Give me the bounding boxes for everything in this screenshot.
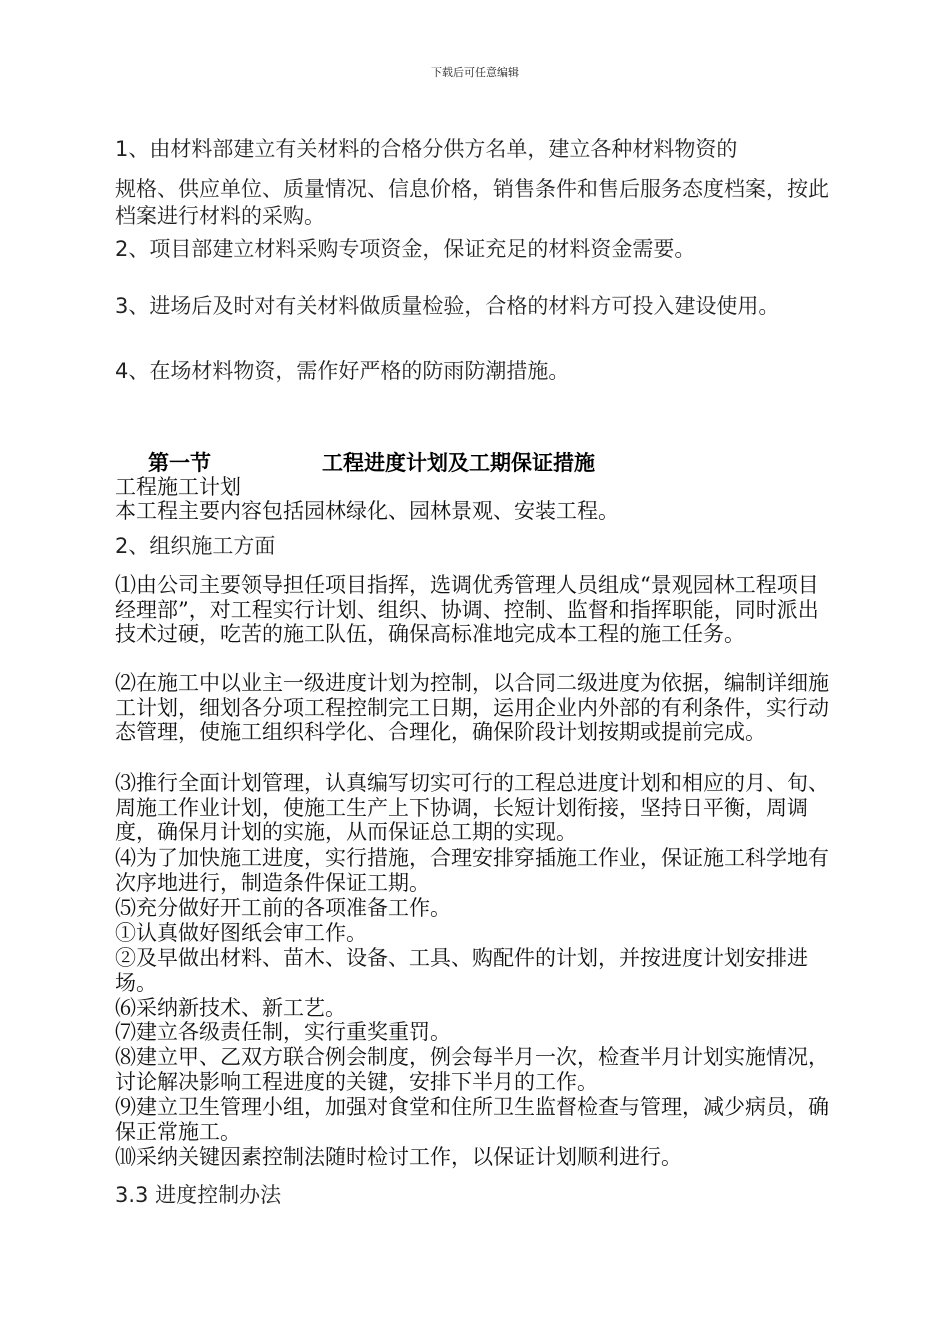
measure-2: ⑵在施工中以业主一级进度计划为控制，以合同二级进度为依据，编制详细施工计划，细划各分项工程控制完工日期，运用企业内外部的有利条件，实行动态管理，使施工组织科学化、合理化，确保阶段计划按期或提前完成。 <box>115 671 829 744</box>
section-number: 第一节 <box>148 450 211 475</box>
next-section-heading: 3.3 进度控制办法 <box>115 1183 282 1207</box>
measure-9: ⑼建立卫生管理小组，加强对食堂和住所卫生监督检查与管理，减少病员，确保正常施工。 <box>115 1095 829 1144</box>
measure-5-sub-2: ②及早做出材料、苗木、设备、工具、购配件的计划，并按进度计划安排进场。 <box>115 946 808 995</box>
materials-item-1: 1、由材料部建立有关材料的合格分供方名单，建立各种材料物资的 <box>115 137 738 161</box>
measure-6: ⑹采纳新技术、新工艺。 <box>115 996 346 1020</box>
organization-heading: 2、组织施工方面 <box>115 534 276 558</box>
materials-item-3: 3、进场后及时对有关材料做质量检验，合格的材料方可投入建设使用。 <box>115 294 780 318</box>
materials-item-1-continued: 规格、供应单位、质量情况、信息价格，销售条件和售后服务态度档案，按此档案进行材料的采购。 <box>115 177 829 228</box>
materials-item-4: 4、在场材料物资，需作好严格的防雨防潮措施。 <box>115 359 570 383</box>
plan-heading: 工程施工计划 <box>115 475 241 499</box>
measure-5: ⑸充分做好开工前的各项准备工作。 <box>115 896 451 920</box>
measure-10: ⑽采纳关键因素控制法随时检讨工作，以保证计划顺利进行。 <box>115 1145 682 1169</box>
measure-7: ⑺建立各级责任制，实行重奖重罚。 <box>115 1020 451 1044</box>
measure-3: ⑶推行全面计划管理，认真编写切实可行的工程总进度计划和相应的月、旬、周施工作业计划，使施工生产上下协调，长短计划衔接，坚持日平衡，周调度，确保月计划的实施，从而保证总工期的实现。 <box>115 771 829 844</box>
measure-4: ⑷为了加快施工进度，实行措施，合理安排穿插施工作业，保证施工科学地有次序地进行，制造条件保证工期。 <box>115 846 829 895</box>
page-header: 下载后可任意编辑 <box>431 66 519 79</box>
measure-8: ⑻建立甲、乙双方联合例会制度，例会每半月一次，检查半月计划实施情况，讨论解决影响工程进度的关键，安排下半月的工作。 <box>115 1045 829 1094</box>
materials-item-2: 2、项目部建立材料采购专项资金，保证充足的材料资金需要。 <box>115 237 696 261</box>
plan-intro: 本工程主要内容包括园林绿化、园林景观、安装工程。 <box>115 499 619 523</box>
section-heading <box>0 449 950 477</box>
section-title: 工程进度计划及工期保证措施 <box>322 450 595 475</box>
measure-1: ⑴由公司主要领导担任项目指挥，选调优秀管理人员组成“景观园林工程项目经理部”，对工程实行计划、组织、协调、控制、监督和指挥职能，同时派出技术过硬，吃苦的施工队伍，确保高标准地完成本工程的施工任务。 <box>115 573 819 646</box>
measure-5-sub-1: ①认真做好图纸会审工作。 <box>115 921 367 945</box>
